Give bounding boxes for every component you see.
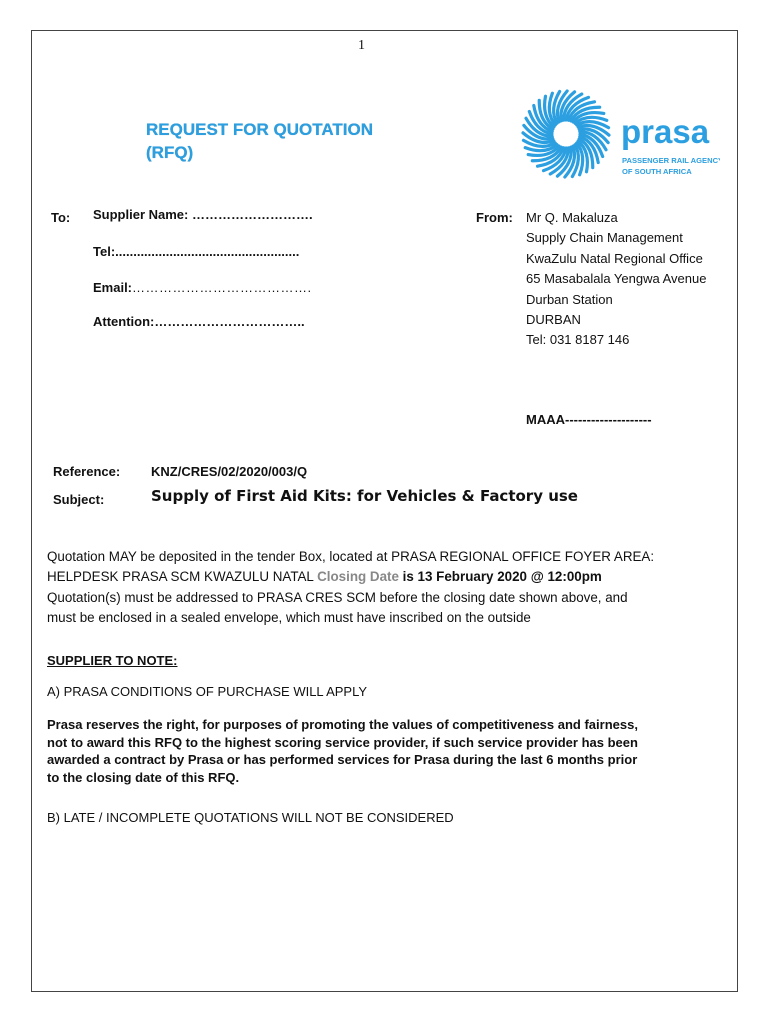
from-line: Tel: 031 8187 146: [526, 332, 630, 348]
closing-date-value: is 13 February 2020 @ 12:00pm: [398, 569, 602, 585]
attention-label: Attention:: [93, 314, 155, 329]
condition-a: A) PRASA CONDITIONS OF PURCHASE WILL APPLY: [47, 684, 368, 699]
deposit-line-2-start: HELPDESK PRASA SCM KWAZULU NATAL: [47, 569, 318, 585]
reserve-line: to the closing date of this RFQ.: [47, 769, 240, 785]
from-line: Durban Station: [526, 291, 613, 307]
from-address: [526, 208, 706, 351]
closing-date-label: Closing Date: [317, 569, 399, 585]
prasa-logo-emblem-icon: [520, 84, 720, 184]
deposit-line-1: Quotation MAY be deposited in the tender Box, located at PRASA REGIONAL OFFICE FOYER AREA:: [47, 549, 655, 564]
email-field: [93, 280, 312, 295]
deposit-line-3: Quotation(s) must be addressed to PRASA CRES SCM before the closing date shown above, and: [47, 589, 628, 605]
tel-field: [93, 244, 299, 259]
from-line: Mr Q. Makaluza: [526, 210, 618, 225]
logo-tagline-1: PASSENGER RAIL AGENCY: [622, 156, 720, 165]
email-dots: ………………………………….: [132, 280, 312, 295]
deposit-line-4: must be enclosed in a sealed envelope, which must have inscribed on the outside: [47, 610, 531, 626]
from-line: KwaZulu Natal Regional Office: [526, 250, 703, 266]
from-line: DURBAN: [526, 312, 581, 328]
to-label: To:: [51, 210, 71, 225]
tel-dots: ...................................................: [115, 244, 300, 259]
from-label: From:: [476, 210, 513, 225]
maaa-code: MAAA--------------------: [526, 412, 652, 427]
deposit-paragraph: [47, 547, 717, 629]
supplier-name-dots: ……………………….: [191, 207, 313, 222]
prasa-logo: [520, 84, 720, 184]
tel-label: Tel:: [93, 244, 116, 259]
from-line: 65 Masabalala Yengwa Avenue: [526, 271, 707, 287]
reserve-line: awarded a contract by Prasa or has performed services for Prasa during the last 6 months prior: [47, 752, 638, 767]
reference-value: KNZ/CRES/02/2020/003/Q: [151, 464, 308, 479]
supplier-note-heading: SUPPLIER TO NOTE:: [47, 653, 178, 668]
attention-field: [93, 314, 305, 329]
subject-label: Subject:: [53, 492, 105, 507]
reference-label: Reference:: [53, 464, 121, 479]
title-line-2: (RFQ): [146, 143, 194, 162]
reserve-line: not to award this RFQ to the highest scoring service provider, if such service provider has been: [47, 734, 638, 750]
title-line-1: REQUEST FOR QUOTATION: [146, 120, 373, 139]
document-title: [146, 118, 373, 164]
reserve-line: Prasa reserves the right, for purposes of promoting the values of competitiveness and fairness,: [47, 717, 638, 732]
supplier-name-label: Supplier Name:: [93, 207, 189, 222]
supplier-name-field: [93, 207, 313, 222]
from-line: Supply Chain Management: [526, 230, 683, 246]
subject-value: Supply of First Aid Kits: for Vehicles & Factory use: [151, 487, 578, 505]
email-label: Email:: [93, 280, 133, 295]
reserve-paragraph: [47, 716, 717, 786]
logo-brand: prasa: [621, 113, 710, 150]
page-number: 1: [358, 38, 365, 53]
logo-tagline-2: OF SOUTH AFRICA: [622, 167, 692, 176]
condition-b: B) LATE / INCOMPLETE QUOTATIONS WILL NOT BE CONSIDERED: [47, 810, 454, 825]
deposit-line-2: [47, 567, 717, 587]
attention-dots: ……………………………..: [154, 314, 305, 329]
